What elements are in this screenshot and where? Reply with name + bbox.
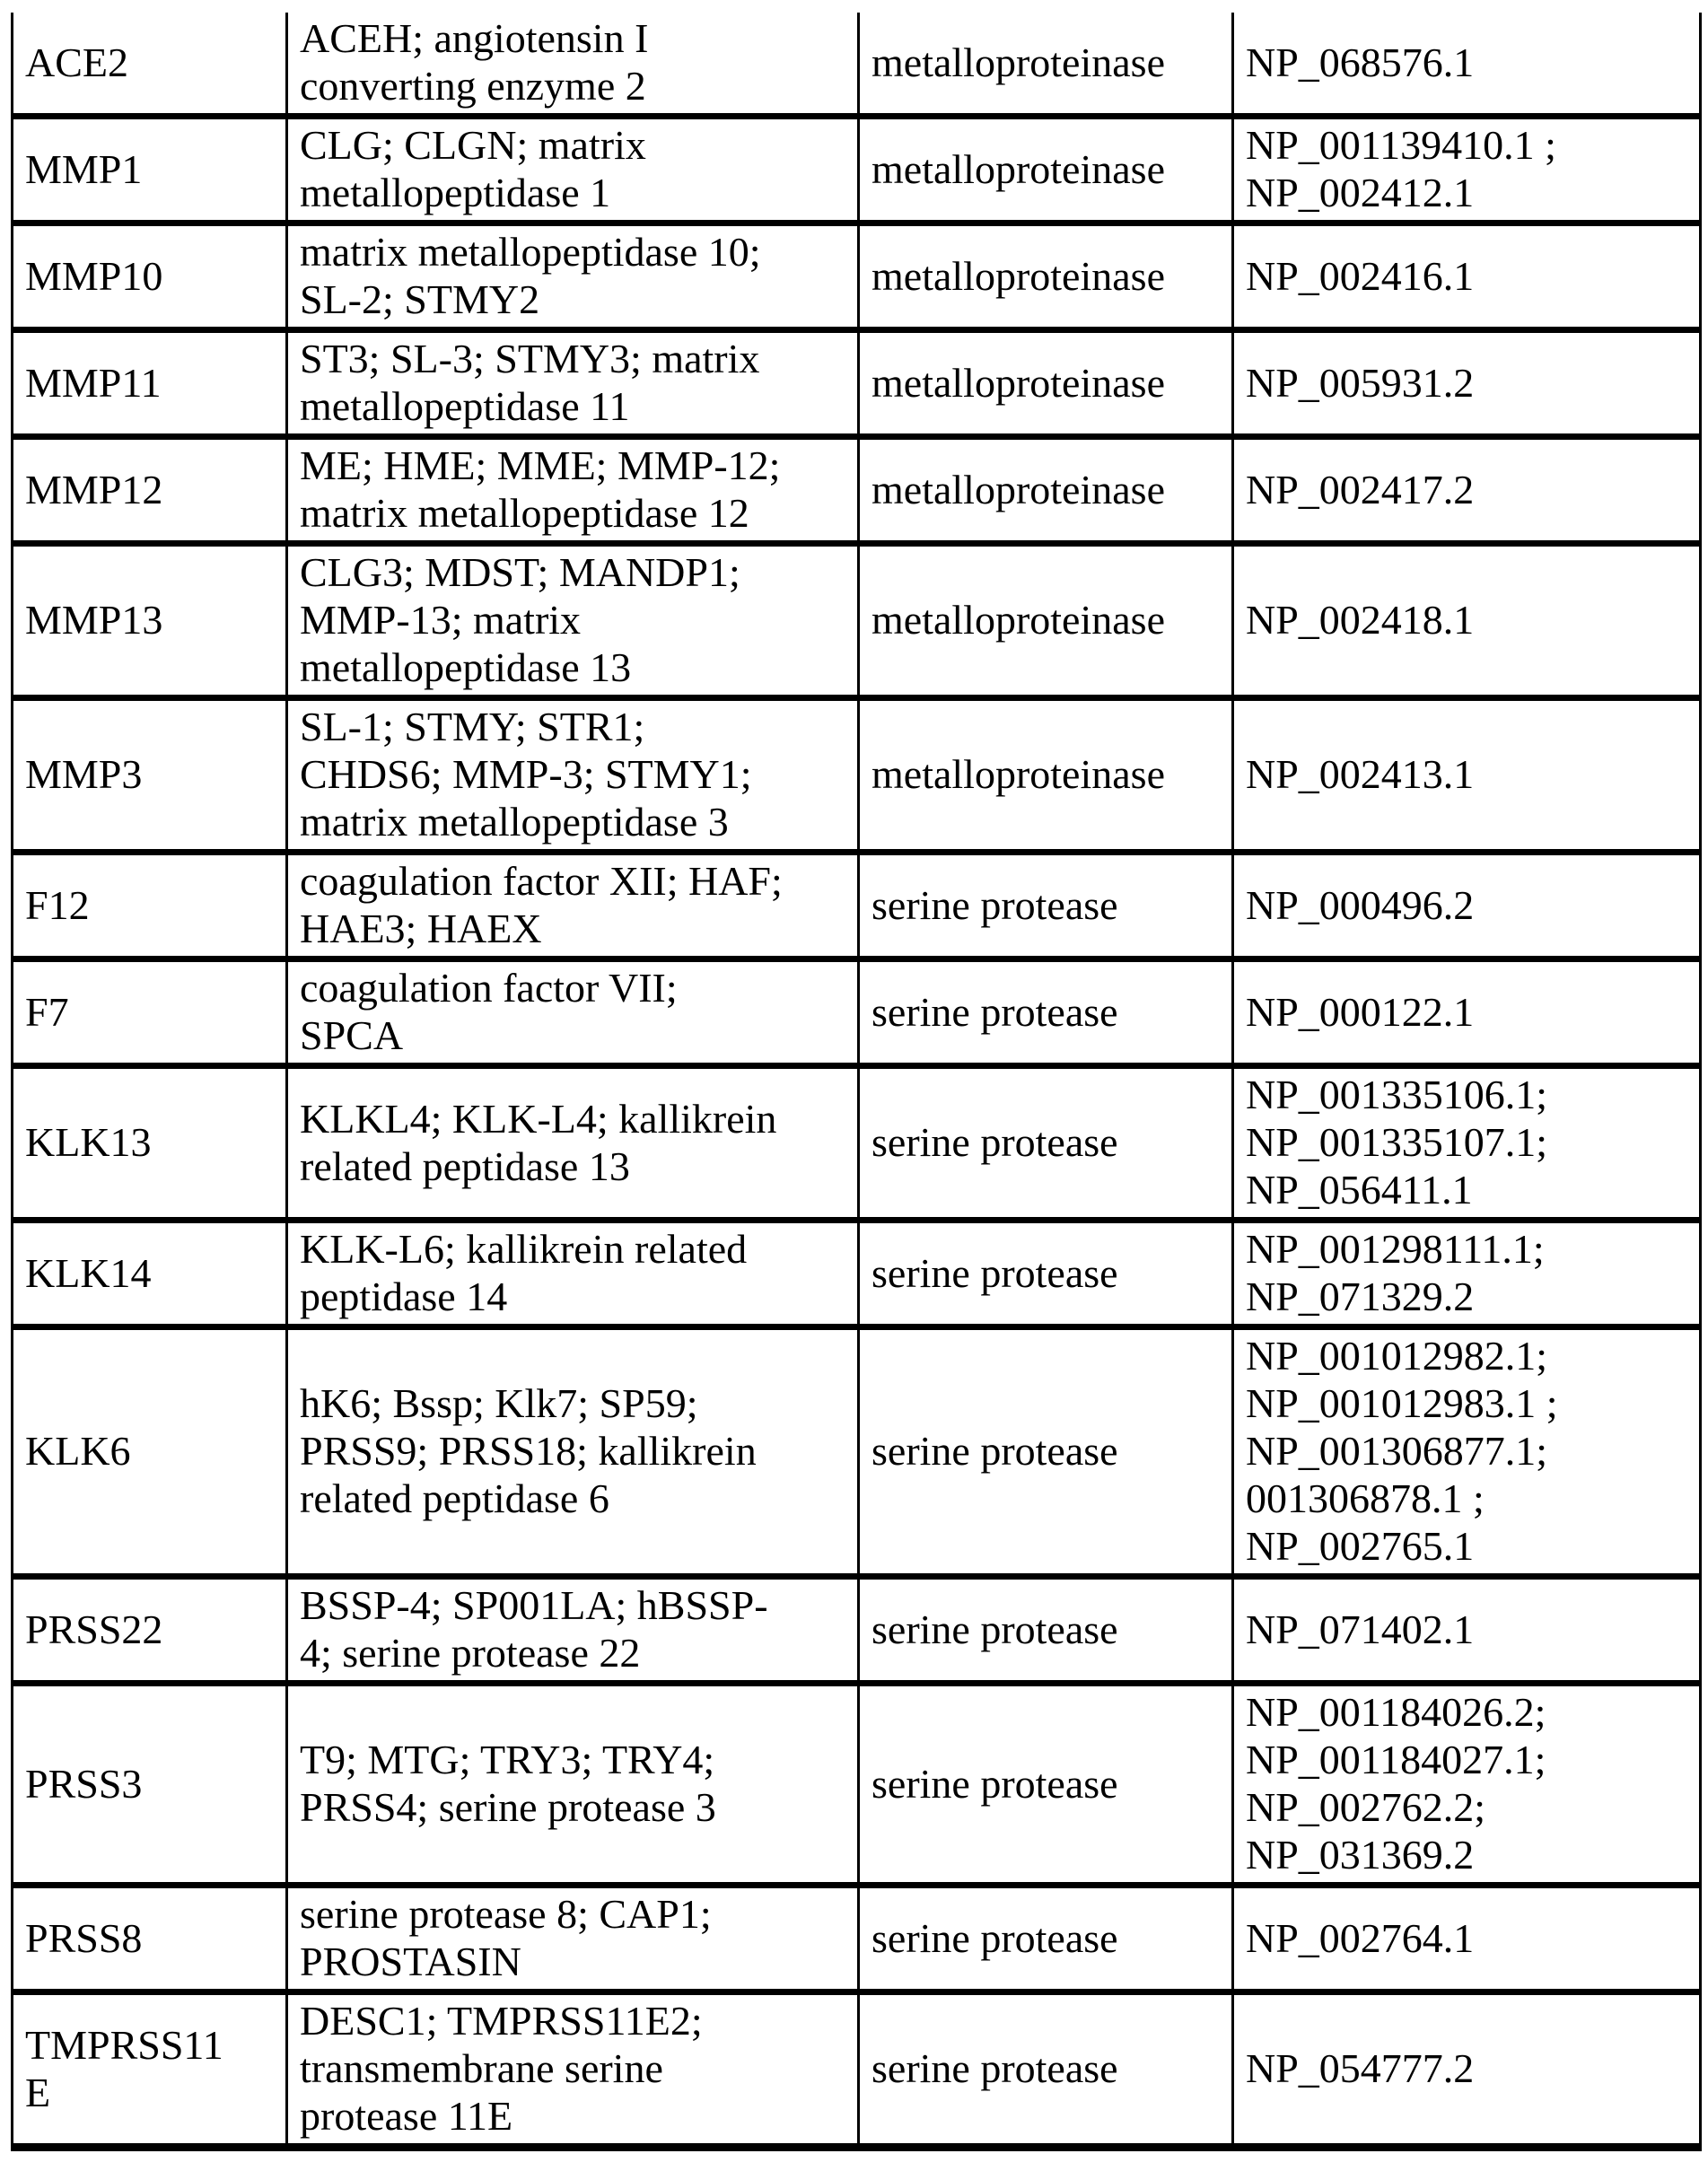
gene-aliases-cell: ST3; SL-3; STMY3; matrix metallopeptidase 11 xyxy=(287,330,859,437)
protease-type-cell: metalloproteinase xyxy=(859,117,1233,223)
protease-type-cell: serine protease xyxy=(859,1066,1233,1221)
gene-aliases-cell: serine protease 8; CAP1; PROSTASIN xyxy=(287,1886,859,1992)
refseq-id-cell: NP_000496.2 xyxy=(1233,853,1701,959)
gene-aliases-cell: coagulation factor VII; SPCA xyxy=(287,959,859,1066)
table-row xyxy=(13,698,1701,853)
gene-aliases-cell: CLG3; MDST; MANDP1; MMP-13; matrix metallopeptidase 13 xyxy=(287,544,859,698)
refseq-id-cell: NP_071402.1 xyxy=(1233,1577,1701,1684)
gene-symbol-cell: PRSS3 xyxy=(13,1684,287,1886)
table-row xyxy=(13,853,1701,959)
gene-aliases-cell: KLK-L6; kallikrein related peptidase 14 xyxy=(287,1221,859,1327)
gene-aliases-cell: T9; MTG; TRY3; TRY4; PRSS4; serine protease 3 xyxy=(287,1684,859,1886)
table-row xyxy=(13,1886,1701,1992)
protease-type-cell: metalloproteinase xyxy=(859,544,1233,698)
gene-symbol-cell: TMPRSS11 E xyxy=(13,1992,287,2148)
gene-aliases-cell: matrix metallopeptidase 10; SL-2; STMY2 xyxy=(287,223,859,330)
refseq-id-cell: NP_001298111.1; NP_071329.2 xyxy=(1233,1221,1701,1327)
gene-symbol-cell: KLK6 xyxy=(13,1327,287,1577)
refseq-id-cell: NP_000122.1 xyxy=(1233,959,1701,1066)
gene-symbol-cell: PRSS8 xyxy=(13,1886,287,1992)
refseq-id-cell: NP_002413.1 xyxy=(1233,698,1701,853)
table-row xyxy=(13,1577,1701,1684)
refseq-id-cell: NP_002418.1 xyxy=(1233,544,1701,698)
protease-type-cell: serine protease xyxy=(859,1577,1233,1684)
gene-symbol-cell: KLK14 xyxy=(13,1221,287,1327)
protease-type-cell: serine protease xyxy=(859,1992,1233,2148)
protease-type-cell: serine protease xyxy=(859,1221,1233,1327)
protease-type-cell: metalloproteinase xyxy=(859,223,1233,330)
gene-symbol-cell: MMP3 xyxy=(13,698,287,853)
gene-symbol-cell: F7 xyxy=(13,959,287,1066)
table-row xyxy=(13,223,1701,330)
gene-symbol-cell: MMP11 xyxy=(13,330,287,437)
protease-type-cell: serine protease xyxy=(859,853,1233,959)
table-row xyxy=(13,437,1701,544)
gene-symbol-cell: ACE2 xyxy=(13,13,287,117)
protease-gene-table xyxy=(11,13,1702,2151)
gene-symbol-cell: MMP13 xyxy=(13,544,287,698)
refseq-id-cell: NP_001184026.2; NP_001184027.1; NP_002762.2; NP_031369.2 xyxy=(1233,1684,1701,1886)
gene-aliases-cell: ME; HME; MME; MMP-12; matrix metallopeptidase 12 xyxy=(287,437,859,544)
table-row xyxy=(13,544,1701,698)
table-row xyxy=(13,1066,1701,1221)
protease-type-cell: serine protease xyxy=(859,1684,1233,1886)
gene-aliases-cell: DESC1; TMPRSS11E2; transmembrane serine protease 11E xyxy=(287,1992,859,2148)
gene-aliases-cell: CLG; CLGN; matrix metallopeptidase 1 xyxy=(287,117,859,223)
refseq-id-cell: NP_001139410.1 ; NP_002412.1 xyxy=(1233,117,1701,223)
gene-symbol-cell: KLK13 xyxy=(13,1066,287,1221)
gene-symbol-cell: MMP12 xyxy=(13,437,287,544)
gene-aliases-cell: coagulation factor XII; HAF; HAE3; HAEX xyxy=(287,853,859,959)
refseq-id-cell: NP_002416.1 xyxy=(1233,223,1701,330)
gene-aliases-cell: BSSP-4; SP001LA; hBSSP- 4; serine protease 22 xyxy=(287,1577,859,1684)
refseq-id-cell: NP_005931.2 xyxy=(1233,330,1701,437)
gene-symbol-cell: MMP1 xyxy=(13,117,287,223)
protein-table-body xyxy=(13,13,1701,2148)
table-row xyxy=(13,1221,1701,1327)
gene-symbol-cell: PRSS22 xyxy=(13,1577,287,1684)
table-row xyxy=(13,1684,1701,1886)
protease-type-cell: metalloproteinase xyxy=(859,437,1233,544)
protease-type-cell: metalloproteinase xyxy=(859,13,1233,117)
protease-type-cell: serine protease xyxy=(859,959,1233,1066)
table-row xyxy=(13,1992,1701,2148)
table-row xyxy=(13,330,1701,437)
refseq-id-cell: NP_001335106.1; NP_001335107.1; NP_056411.1 xyxy=(1233,1066,1701,1221)
protease-type-cell: serine protease xyxy=(859,1886,1233,1992)
table-row xyxy=(13,13,1701,117)
table-row xyxy=(13,117,1701,223)
gene-symbol-cell: F12 xyxy=(13,853,287,959)
gene-aliases-cell: SL-1; STMY; STR1; CHDS6; MMP-3; STMY1; matrix metallopeptidase 3 xyxy=(287,698,859,853)
refseq-id-cell: NP_068576.1 xyxy=(1233,13,1701,117)
refseq-id-cell: NP_002417.2 xyxy=(1233,437,1701,544)
refseq-id-cell: NP_001012982.1; NP_001012983.1 ; NP_001306877.1; 001306878.1 ; NP_002765.1 xyxy=(1233,1327,1701,1577)
gene-aliases-cell: ACEH; angiotensin I converting enzyme 2 xyxy=(287,13,859,117)
protease-type-cell: serine protease xyxy=(859,1327,1233,1577)
refseq-id-cell: NP_054777.2 xyxy=(1233,1992,1701,2148)
table-row xyxy=(13,959,1701,1066)
gene-symbol-cell: MMP10 xyxy=(13,223,287,330)
gene-aliases-cell: KLKL4; KLK-L4; kallikrein related peptidase 13 xyxy=(287,1066,859,1221)
refseq-id-cell: NP_002764.1 xyxy=(1233,1886,1701,1992)
table-row xyxy=(13,1327,1701,1577)
gene-aliases-cell: hK6; Bssp; Klk7; SP59; PRSS9; PRSS18; kallikrein related peptidase 6 xyxy=(287,1327,859,1577)
protease-type-cell: metalloproteinase xyxy=(859,330,1233,437)
protease-type-cell: metalloproteinase xyxy=(859,698,1233,853)
